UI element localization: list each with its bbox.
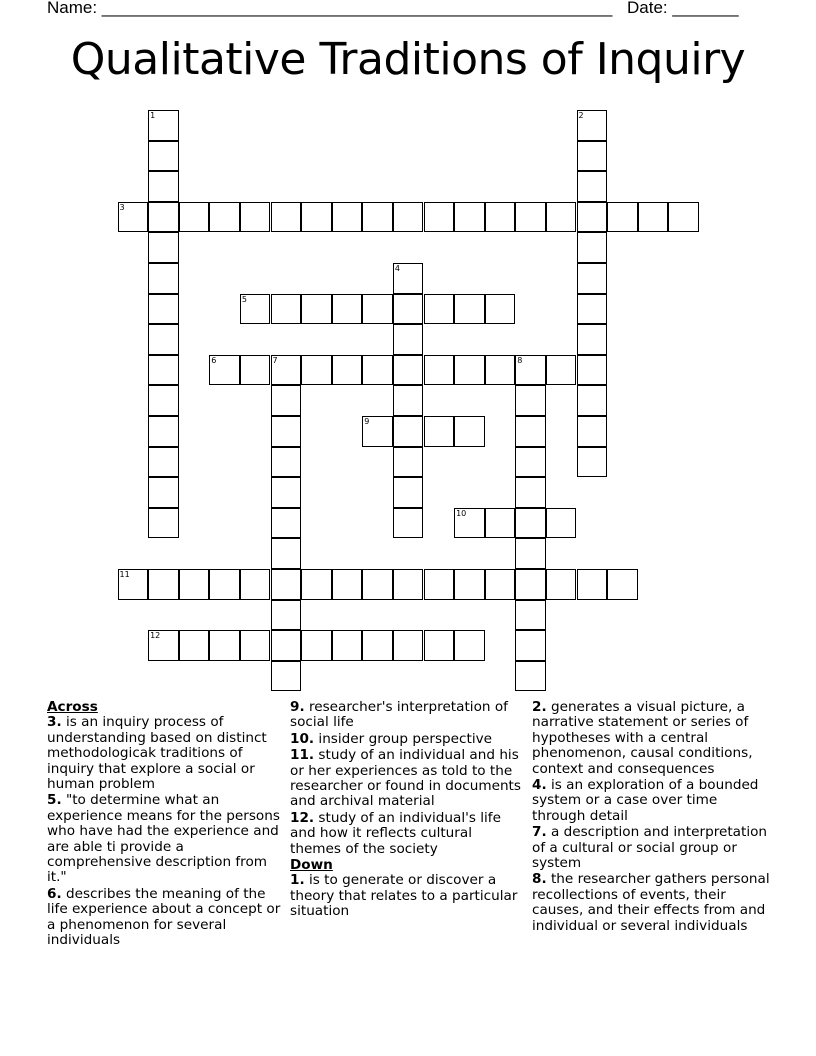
grid-cell[interactable] [148, 263, 179, 294]
clue-text: is to generate or discover a theory that relates to a particular situation [290, 872, 518, 920]
clue-text: insider group perspective [314, 730, 493, 747]
grid-cell[interactable] [668, 202, 699, 233]
grid-cell[interactable] [393, 294, 424, 325]
grid-cell[interactable] [515, 569, 546, 600]
clue-text: study of an individual's life and how it reflects cultural themes of the society [290, 809, 501, 857]
grid-cell[interactable] [148, 294, 179, 325]
grid-cell[interactable] [577, 202, 608, 233]
clue-number: 6. [47, 885, 62, 902]
grid-cell[interactable] [393, 630, 424, 661]
clue-item [532, 700, 772, 777]
grid-cell[interactable] [393, 202, 424, 233]
clue-item [47, 887, 282, 949]
grid-cell[interactable] [148, 324, 179, 355]
down-clue-list [290, 873, 525, 919]
grid-cell[interactable] [515, 600, 546, 631]
grid-cell[interactable] [362, 630, 393, 661]
grid-cell[interactable] [454, 294, 485, 325]
grid-cell[interactable] [515, 661, 546, 692]
grid-cell[interactable] [301, 294, 332, 325]
clue-number: 1. [290, 872, 305, 889]
grid-cell[interactable] [454, 355, 485, 386]
date-field[interactable]: Date: _______ [627, 0, 739, 17]
clue-number-label: 2 [578, 111, 584, 120]
clue-number: 3. [47, 714, 62, 731]
grid-cell[interactable] [515, 385, 546, 416]
grid-cell[interactable] [271, 630, 302, 661]
clue-number-label: 7 [272, 355, 278, 365]
clue-number-label: 4 [394, 264, 400, 273]
grid-cell[interactable] [393, 447, 424, 478]
grid-cell[interactable] [271, 385, 302, 416]
clue-text: is an inquiry process of understanding based on distinct methodologicak traditions of inquiry that explore a social or human problem [47, 714, 267, 793]
clue-number: 5. [47, 792, 62, 809]
clue-text: generates a visual picture, a narrative statement or series of hypotheses with a central phenomenon, causal conditions, context and consequences [532, 699, 753, 777]
clue-text: study of an individual and his or her experiences as told to the researcher or found in documents and archival material [290, 747, 521, 810]
grid-cell[interactable] [393, 355, 424, 386]
grid-cell[interactable] [362, 355, 393, 386]
clues-column-1 [47, 700, 282, 950]
grid-cell[interactable] [485, 355, 516, 386]
clue-item [47, 793, 282, 885]
grid-cell[interactable] [577, 294, 608, 325]
grid-cell[interactable] [179, 569, 210, 600]
grid-cell[interactable] [424, 202, 455, 233]
grid-cell[interactable] [148, 202, 179, 233]
grid-cell[interactable] [271, 569, 302, 600]
clue-text: a description and interpretation of a cultural or social group or system [532, 824, 768, 872]
clue-item [290, 873, 525, 919]
down-heading: Down [290, 857, 333, 874]
grid-cell[interactable] [546, 202, 577, 233]
grid-cell[interactable] [577, 171, 608, 202]
grid-cell[interactable] [577, 324, 608, 355]
grid-cell[interactable] [485, 294, 516, 325]
clues-column-2 [290, 700, 525, 921]
grid-cell[interactable] [148, 508, 179, 539]
grid-cell[interactable] [393, 324, 424, 355]
grid-cell[interactable] [271, 416, 302, 447]
clue-number-label: 8 [517, 355, 523, 365]
across-clue-list [47, 715, 282, 948]
across-heading: Across [47, 699, 98, 715]
grid-cell[interactable] [148, 447, 179, 478]
grid-cell[interactable] [546, 508, 577, 539]
clue-number-label: 12 [150, 631, 161, 641]
grid-cell[interactable] [148, 355, 179, 386]
grid-cell[interactable] [607, 202, 638, 233]
clue-item [290, 732, 525, 747]
grid-cell[interactable] [515, 416, 546, 447]
grid-cell[interactable] [454, 416, 485, 447]
grid-cell[interactable] [546, 355, 577, 386]
clue-item [290, 811, 525, 857]
clue-text: the researcher gathers personal recollections of events, their causes, and their effects from and individual or several individuals [532, 871, 770, 934]
grid-cell[interactable] [393, 477, 424, 508]
clue-item [290, 748, 525, 810]
clue-item [532, 825, 772, 871]
clue-number-label: 6 [211, 355, 217, 365]
grid-cell[interactable] [148, 171, 179, 202]
clue-item [532, 872, 772, 934]
grid-cell[interactable] [485, 508, 516, 539]
grid-cell[interactable] [148, 232, 179, 263]
grid-cell[interactable] [271, 294, 302, 325]
grid-cell[interactable] [577, 569, 608, 600]
grid-cell[interactable] [240, 355, 271, 386]
grid-cell[interactable] [332, 630, 363, 661]
grid-cell[interactable] [515, 630, 546, 661]
grid-cell[interactable] [607, 569, 638, 600]
grid-cell[interactable] [454, 202, 485, 233]
clue-text: is an exploration of a bounded system or a case over time through detail [532, 777, 759, 824]
clue-number-label: 1 [150, 111, 156, 120]
clue-number: 10. [290, 730, 315, 747]
grid-cell[interactable] [271, 202, 302, 233]
grid-cell[interactable] [301, 202, 332, 233]
grid-cell[interactable] [424, 630, 455, 661]
grid-cell[interactable] [209, 202, 240, 233]
grid-cell[interactable] [301, 569, 332, 600]
grid-cell[interactable] [485, 202, 516, 233]
grid-cell[interactable] [454, 569, 485, 600]
grid-cell[interactable] [240, 569, 271, 600]
grid-cell[interactable] [179, 630, 210, 661]
grid-cell[interactable] [515, 508, 546, 539]
grid-cell[interactable] [393, 416, 424, 447]
grid-cell[interactable] [271, 538, 302, 569]
clue-item [47, 715, 282, 792]
grid-cell[interactable] [332, 294, 363, 325]
grid-cell[interactable] [148, 569, 179, 600]
grid-cell[interactable] [454, 630, 485, 661]
grid-cell[interactable] [332, 569, 363, 600]
grid-cell[interactable] [179, 202, 210, 233]
grid-cell[interactable] [638, 202, 669, 233]
grid-cell[interactable] [148, 416, 179, 447]
grid-cell[interactable] [424, 294, 455, 325]
clue-text: researcher's interpretation of social life [290, 699, 508, 731]
clue-text: "to determine what an experience means for the persons who have had the experience and are able ti provide a comprehensive description from it." [47, 792, 280, 886]
grid-cell[interactable] [515, 477, 546, 508]
grid-cell[interactable] [148, 141, 179, 172]
clues-column-3 [532, 700, 772, 935]
grid-cell[interactable] [240, 202, 271, 233]
grid-cell[interactable] [393, 385, 424, 416]
grid-cell[interactable] [485, 569, 516, 600]
clue-number-label: 10 [456, 508, 467, 518]
grid-cell[interactable] [209, 630, 240, 661]
clue-number: 11. [290, 747, 315, 764]
grid-cell[interactable] [515, 447, 546, 478]
clue-number: 2. [532, 699, 547, 715]
clue-number: 8. [532, 871, 547, 888]
clue-number: 9. [290, 699, 305, 715]
grid-cell[interactable] [148, 477, 179, 508]
clue-number-label: 11 [119, 570, 130, 579]
grid-cell[interactable] [271, 477, 302, 508]
grid-cell[interactable] [301, 355, 332, 386]
grid-cell[interactable] [393, 569, 424, 600]
clue-number: 12. [290, 809, 315, 826]
grid-cell[interactable] [362, 294, 393, 325]
grid-cell[interactable] [577, 385, 608, 416]
grid-cell[interactable] [209, 569, 240, 600]
clue-number-label: 5 [241, 294, 247, 304]
grid-cell[interactable] [332, 202, 363, 233]
grid-cell[interactable] [546, 569, 577, 600]
page-title: Qualitative Traditions of Inquiry [70, 34, 746, 85]
grid-cell[interactable] [240, 630, 271, 661]
grid-cell[interactable] [148, 385, 179, 416]
grid-cell[interactable] [577, 263, 608, 294]
grid-cell[interactable] [424, 355, 455, 386]
grid-cell[interactable] [362, 202, 393, 233]
name-field[interactable]: Name: ______________________________________________________ [47, 0, 613, 17]
grid-cell[interactable] [515, 202, 546, 233]
clue-item [290, 700, 525, 731]
grid-cell[interactable] [424, 416, 455, 447]
clue-text: describes the meaning of the life experience about a concept or a phenomenon for several individuals [47, 885, 281, 949]
clue-number: 4. [532, 777, 547, 794]
grid-cell[interactable] [362, 569, 393, 600]
down-clue-list-continued [532, 700, 772, 934]
grid-cell[interactable] [577, 416, 608, 447]
grid-cell[interactable] [271, 508, 302, 539]
across-clue-list-continued [290, 700, 525, 857]
grid-cell[interactable] [393, 508, 424, 539]
grid-cell[interactable] [271, 447, 302, 478]
grid-cell[interactable] [424, 569, 455, 600]
grid-cell[interactable] [577, 232, 608, 263]
grid-cell[interactable] [577, 355, 608, 386]
grid-cell[interactable] [577, 447, 608, 478]
grid-cell[interactable] [515, 538, 546, 569]
clue-number-label: 9 [364, 417, 370, 426]
grid-cell[interactable] [301, 630, 332, 661]
grid-cell[interactable] [577, 141, 608, 172]
grid-cell[interactable] [271, 600, 302, 631]
grid-cell[interactable] [271, 661, 302, 692]
clue-number-label: 3 [119, 202, 125, 212]
clue-number: 7. [532, 824, 547, 841]
clue-item [532, 778, 772, 824]
grid-cell[interactable] [332, 355, 363, 386]
